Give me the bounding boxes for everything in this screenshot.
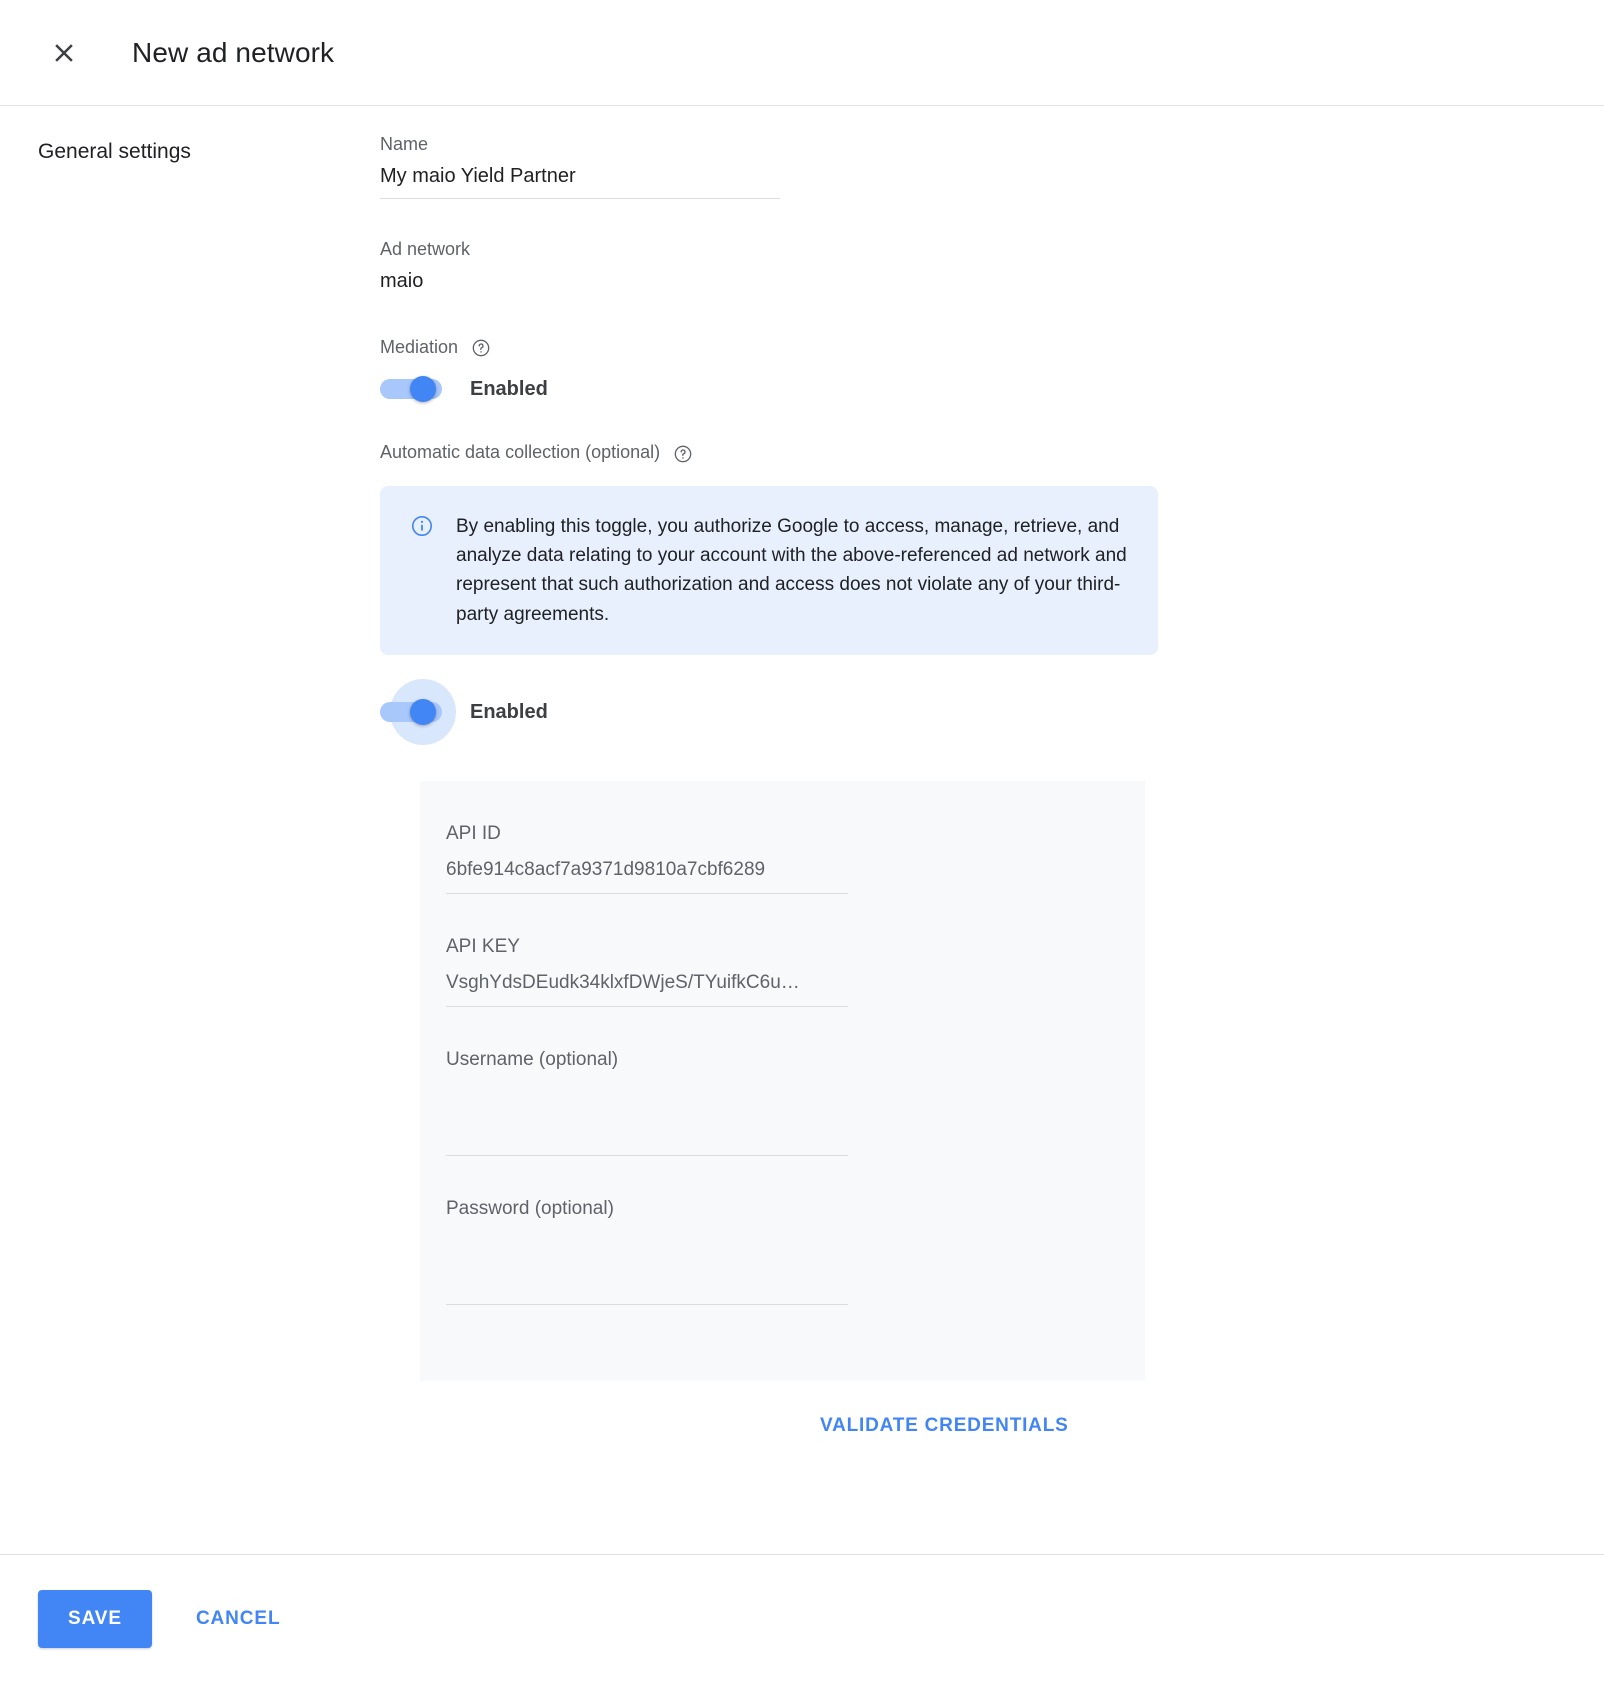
mediation-label-text: Mediation xyxy=(380,337,459,357)
adc-toggle-row xyxy=(380,699,1380,725)
mediation-toggle-row xyxy=(380,376,1380,402)
name-input[interactable] xyxy=(380,165,780,199)
username-input[interactable] xyxy=(446,1085,848,1156)
field-automatic-data-collection xyxy=(380,442,1380,725)
api-id-label: API ID xyxy=(446,823,501,845)
field-username xyxy=(446,1049,1145,1156)
name-label: Name xyxy=(380,134,429,154)
help-icon[interactable] xyxy=(673,444,693,464)
save-button[interactable]: SAVE xyxy=(38,1590,152,1648)
field-password xyxy=(446,1198,1145,1305)
mediation-toggle[interactable] xyxy=(380,376,442,402)
dialog-footer xyxy=(0,1554,1604,1682)
ad-network-value: maio xyxy=(380,270,424,292)
adc-label-text: Automatic data collection (optional) xyxy=(380,442,661,463)
automatic-data-collection-toggle[interactable] xyxy=(380,699,442,725)
field-api-key xyxy=(446,936,1145,1007)
info-icon xyxy=(410,514,434,543)
field-name xyxy=(380,134,1380,199)
api-id-input[interactable] xyxy=(446,859,848,894)
password-label: Password (optional) xyxy=(446,1198,614,1220)
page-title: New ad network xyxy=(132,36,335,68)
authorization-info-banner xyxy=(380,486,1158,656)
authorization-info-text: By enabling this toggle, you authorize Google to access, manage, retrieve, and analyze data relating to your account with the above-referenced ad network and represent that such authorization and access does not violate any of your third-party agreements. xyxy=(456,515,1127,625)
username-label: Username (optional) xyxy=(446,1049,619,1071)
form-column xyxy=(380,134,1380,1437)
dialog-header xyxy=(0,0,1604,106)
mediation-toggle-label: Enabled xyxy=(470,377,548,400)
field-api-id xyxy=(446,823,1145,894)
section-title: General settings xyxy=(38,140,191,163)
credentials-panel xyxy=(420,781,1145,1381)
dialog-content xyxy=(0,106,1604,1472)
field-ad-network xyxy=(380,239,1380,297)
adc-label xyxy=(380,442,1380,463)
close-icon[interactable] xyxy=(40,29,88,77)
ad-network-label: Ad network xyxy=(380,239,471,259)
api-key-input[interactable] xyxy=(446,972,848,1007)
adc-toggle-label: Enabled xyxy=(470,700,548,723)
help-icon[interactable] xyxy=(471,338,491,358)
validate-credentials-button[interactable]: VALIDATE CREDENTIALS xyxy=(820,1415,1069,1437)
cancel-button[interactable]: CANCEL xyxy=(186,1590,291,1648)
field-mediation xyxy=(380,337,1380,402)
password-input[interactable] xyxy=(446,1234,848,1305)
api-key-label: API KEY xyxy=(446,936,520,958)
mediation-label xyxy=(380,337,1380,358)
